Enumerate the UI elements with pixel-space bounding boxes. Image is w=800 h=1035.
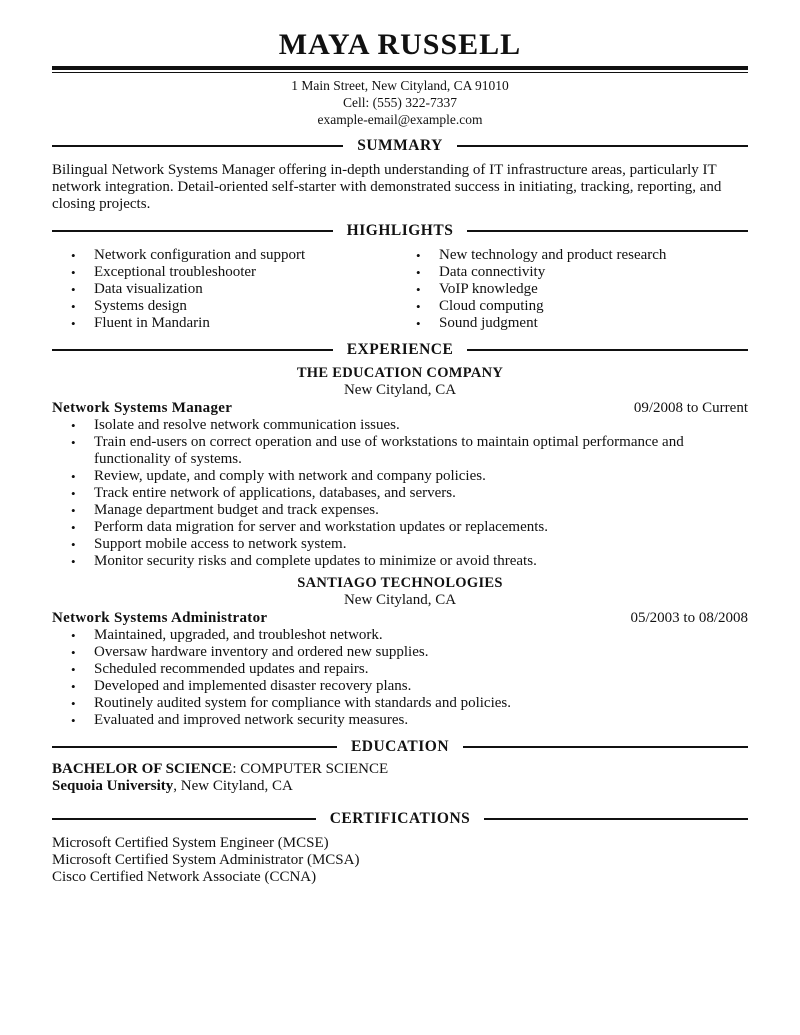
school-location: , New Cityland, CA [173,778,293,794]
job-duties [52,627,748,729]
experience-heading [52,340,748,360]
divider-line [52,230,333,232]
company-location: New Cityland, CA [343,592,457,608]
highlight-item: • New technology and product research [400,247,748,264]
highlight-item: • Systems design [52,298,400,315]
duty-item: • Train end-users on correct operation and use of workstations to maintain optimal performance and functionality of systems. [52,434,748,468]
duty-item: • Perform data migration for server and workstation updates or replacements. [52,519,748,536]
company-name: THE EDUCATION COMPANY [296,365,504,381]
highlights-title: HIGHLIGHTS [346,222,454,239]
duty-item: • Track entire network of applications, databases, and servers. [52,485,748,502]
job-entry [52,365,748,570]
duty-item: • Maintained, upgraded, and troubleshot network. [52,627,748,644]
education-heading [52,737,748,757]
highlight-item: • Network configuration and support [52,247,400,264]
duty-item: • Evaluated and improved network security measures. [52,712,748,729]
divider-line [52,818,316,820]
highlight-item: • Data connectivity [400,264,748,281]
job-title-row [52,400,748,417]
divider-line [52,746,337,748]
highlights-left-column [52,247,400,332]
resume-page [52,0,748,886]
duty-item: • Isolate and resolve network communication issues. [52,417,748,434]
school-line [52,778,748,795]
company-location: New Cityland, CA [343,382,457,398]
summary-title: SUMMARY [357,137,443,154]
summary-text: Bilingual Network Systems Manager offering in-depth understanding of IT infrastructure areas, particularly IT network integration. Detail-oriented self-starter with demonstrated success in initiating, tracking, reporting, and closing projects. [52,162,722,212]
duty-item: • Manage department budget and track expenses. [52,502,748,519]
highlight-item: • VoIP knowledge [400,281,748,298]
job-title-row [52,610,748,627]
header-rule-thin [52,72,748,73]
job-entry [52,575,748,729]
job-dates: 05/2003 to 08/2008 [630,610,748,626]
job-title: Network Systems Administrator [52,610,268,626]
highlight-item: • Data visualization [52,281,400,298]
school-name: Sequoia University [52,778,174,794]
certification-item: Cisco Certified Network Associate (CCNA) [52,869,317,885]
candidate-name: MAYA RUSSELL [278,28,522,61]
contact-phone: Cell: (555) 322-7337 [343,95,457,110]
highlights-heading [52,221,748,241]
highlights-list [52,247,748,332]
highlights-right-column [400,247,748,332]
job-dates: 09/2008 to Current [633,400,748,416]
contact-email: example-email@example.com [317,112,483,127]
company-name: SANTIAGO TECHNOLOGIES [297,575,503,591]
certifications-title: CERTIFICATIONS [329,810,471,827]
duty-item: • Review, update, and comply with network and company policies. [52,468,748,485]
job-duties [52,417,748,570]
certification-item: Microsoft Certified System Engineer (MCSE) [52,835,329,851]
divider-line [52,349,333,351]
duty-item: • Routinely audited system for compliance with standards and policies. [52,695,748,712]
highlight-item: • Sound judgment [400,315,748,332]
duty-item: • Developed and implemented disaster recovery plans. [52,678,748,695]
divider-line [463,746,748,748]
degree-field: : COMPUTER SCIENCE [232,761,389,777]
certifications-heading [52,809,748,829]
certifications-list [52,835,748,886]
duty-item: • Scheduled recommended updates and repairs. [52,661,748,678]
experience-title: EXPERIENCE [346,341,454,358]
duty-item: • Oversaw hardware inventory and ordered new supplies. [52,644,748,661]
highlight-item: • Fluent in Mandarin [52,315,400,332]
certification-item: Microsoft Certified System Administrator (MCSA) [52,852,360,868]
job-title: Network Systems Manager [52,400,233,416]
education-title: EDUCATION [350,738,450,755]
contact-address: 1 Main Street, New Cityland, CA 91010 [291,78,509,93]
divider-line [52,145,343,147]
divider-line [484,818,748,820]
header-rule-thick [52,66,748,70]
highlight-item: • Cloud computing [400,298,748,315]
divider-line [467,230,748,232]
contact-block [52,77,748,128]
divider-line [457,145,748,147]
degree-name: BACHELOR OF SCIENCE [52,761,233,777]
highlight-item: • Exceptional troubleshooter [52,264,400,281]
duty-item: • Support mobile access to network system. [52,536,748,553]
degree-line [52,761,748,778]
duty-item: • Monitor security risks and complete updates to minimize or avoid threats. [52,553,748,570]
divider-line [467,349,748,351]
summary-heading [52,136,748,156]
